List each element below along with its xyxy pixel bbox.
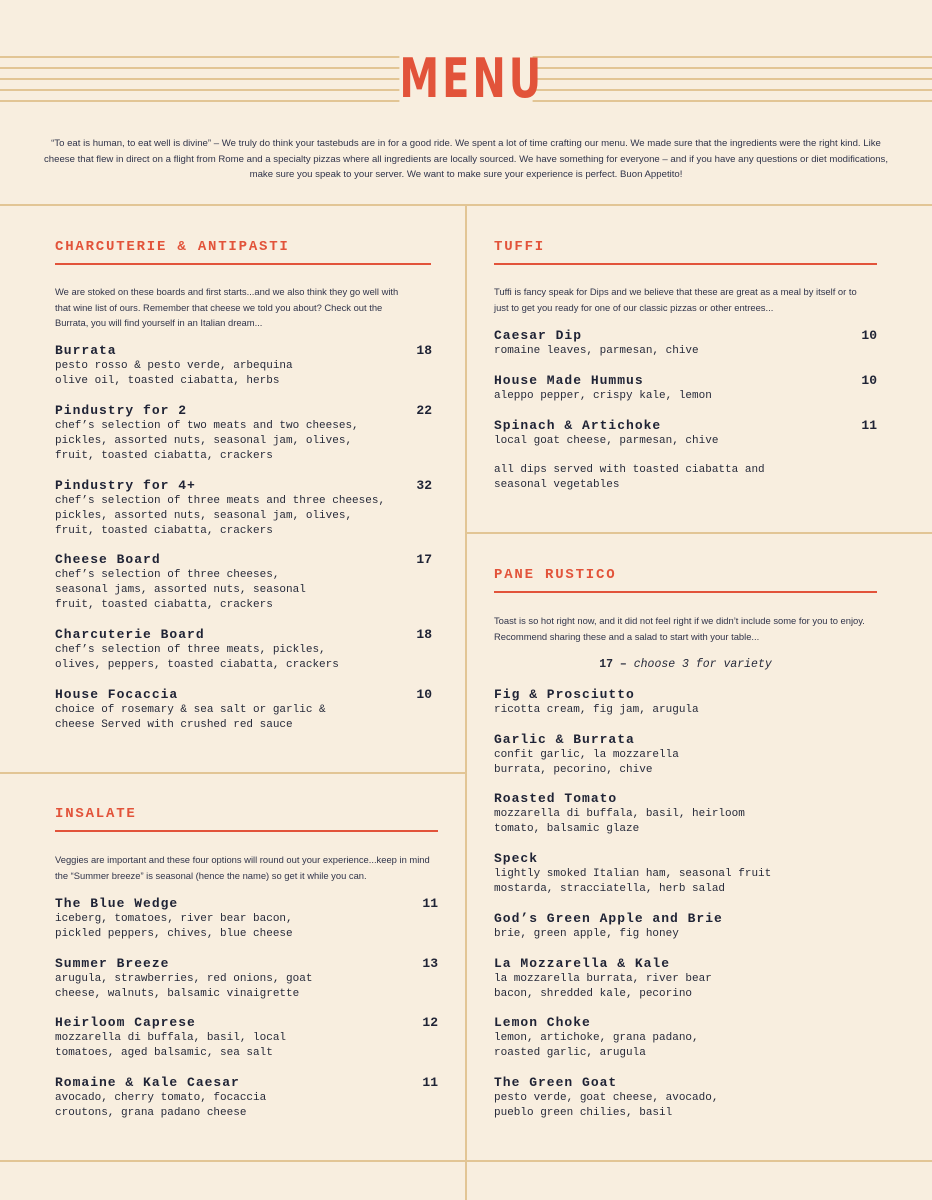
item-price: 18 xyxy=(416,627,432,642)
item-description: arugula, strawberries, red onions, goat cheese, walnuts, balsamic vinaigrette xyxy=(55,973,313,1000)
menu-item xyxy=(494,1075,877,1121)
menu-item xyxy=(55,403,432,464)
item-description: choice of rosemary & sea salt or garlic & cheese Served with crushed red sauce xyxy=(55,704,326,731)
item-name: Cheese Board xyxy=(55,552,161,567)
item-description: chef’s selection of three meats, pickles, olives, peppers, toasted ciabatta, crackers xyxy=(55,644,339,671)
item-name: The Green Goat xyxy=(494,1075,618,1090)
item-price: 11 xyxy=(861,418,877,433)
item-price: 17 xyxy=(416,552,432,567)
item-description: confit garlic, la mozzarella burrata, pecorino, chive xyxy=(494,749,679,776)
menu-item xyxy=(494,418,877,449)
item-description: lemon, artichoke, grana padano, roasted garlic, arugula xyxy=(494,1032,699,1059)
item-description: mozzarella di buffala, basil, local tomatoes, aged balsamic, sea salt xyxy=(55,1032,287,1059)
item-description: la mozzarella burrata, river bear bacon, shredded kale, pecorino xyxy=(494,973,712,1000)
section-rule xyxy=(55,830,438,832)
menu-item xyxy=(55,478,432,539)
item-name: Roasted Tomato xyxy=(494,791,618,806)
item-name: La Mozzarella & Kale xyxy=(494,956,671,971)
item-price: 11 xyxy=(422,896,438,911)
section-title-charcuterie: CHARCUTERIE & ANTIPASTI xyxy=(55,239,290,255)
item-name: Fig & Prosciutto xyxy=(494,687,635,702)
section-rule xyxy=(494,263,877,265)
menu-item xyxy=(494,328,877,359)
item-description: local goat cheese, parmesan, chive xyxy=(494,435,719,447)
item-description: lightly smoked Italian ham, seasonal fruit mostarda, stracciatella, herb salad xyxy=(494,868,772,895)
menu-item xyxy=(494,956,877,1002)
menu-item xyxy=(55,627,432,673)
item-name: Romaine & Kale Caesar xyxy=(55,1075,240,1090)
item-price: 12 xyxy=(422,1015,438,1030)
item-price: 32 xyxy=(416,478,432,493)
item-name: Lemon Choke xyxy=(494,1015,591,1030)
divider xyxy=(466,532,932,534)
menu-item xyxy=(494,1015,877,1061)
item-description: aleppo pepper, crispy kale, lemon xyxy=(494,390,712,402)
section-description: Toast is so hot right now, and it did not feel right if we didn’t include some for you to enjoy. Recommend sharing these and a salad to start with your table... xyxy=(494,615,865,642)
item-description: brie, green apple, fig honey xyxy=(494,928,679,940)
menu-item xyxy=(494,687,877,718)
section-description: We are stoked on these boards and first starts...and we also think they go well with that wine list of ours. Remember that cheese we told you about? Check out the Burrata, you will find yourself in an Italian dream... xyxy=(55,286,399,328)
item-name: The Blue Wedge xyxy=(55,896,179,911)
item-price: 13 xyxy=(422,956,438,971)
item-name: Garlic & Burrata xyxy=(494,732,635,747)
item-name: Burrata xyxy=(55,343,117,358)
item-name: House Focaccia xyxy=(55,687,179,702)
item-price: 10 xyxy=(416,687,432,702)
menu-item xyxy=(55,956,438,1002)
dips-note: all dips served with toasted ciabatta and seasonal vegetables xyxy=(494,464,765,491)
section-title-insalate: INSALATE xyxy=(55,806,137,822)
price-value: 17 – xyxy=(599,658,627,671)
item-description: pesto rosso & pesto verde, arbequina olive oil, toasted ciabatta, herbs xyxy=(55,360,293,387)
item-name: Summer Breeze xyxy=(55,956,170,971)
page-title: MENU xyxy=(399,47,545,110)
item-name: House Made Hummus xyxy=(494,373,644,388)
divider xyxy=(465,204,467,1200)
item-name: Pindustry for 2 xyxy=(55,403,188,418)
item-description: avocado, cherry tomato, focaccia croutons, grana padano cheese xyxy=(55,1092,267,1119)
section-title-pane-rustico: PANE RUSTICO xyxy=(494,567,617,583)
item-price: 10 xyxy=(861,373,877,388)
menu-item xyxy=(494,732,877,778)
intro-text: “To eat is human, to eat well is divine” – We truly do think your tastebuds are in for a good ride. We spent a lot of time crafting our menu. We made sure that the ingredients were the right kind. Like cheese that flew in direct on a flight from Rome and a specialty pizzas where all ingredients are locally sourced. We have something for everyone – and if you have any questions or diet modifications, make sure you speak to your server. We want to make sure your experience is perfect. Buon Appetito! xyxy=(44,138,888,180)
item-price: 11 xyxy=(422,1075,438,1090)
section-description: Veggies are important and these four options will round out your experience...keep in mind the “Summer breeze” is seasonal (hence the name) so get it while you can. xyxy=(55,854,430,881)
section-title-tuffi: TUFFI xyxy=(494,239,546,255)
item-name: Caesar Dip xyxy=(494,328,583,343)
item-price: 10 xyxy=(861,328,877,343)
item-price: 22 xyxy=(416,403,432,418)
section-rule xyxy=(55,263,431,265)
item-description: mozzarella di buffala, basil, heirloom tomato, balsamic glaze xyxy=(494,808,745,835)
divider xyxy=(0,1160,932,1162)
section-rule xyxy=(494,591,877,593)
item-name: God’s Green Apple and Brie xyxy=(494,911,723,926)
menu-item xyxy=(55,1015,438,1061)
menu-item xyxy=(494,373,877,404)
menu-item xyxy=(55,343,432,389)
item-description: romaine leaves, parmesan, chive xyxy=(494,345,699,357)
item-description: iceberg, tomatoes, river bear bacon, pickled peppers, chives, blue cheese xyxy=(55,913,293,940)
divider xyxy=(0,772,466,774)
item-description: chef’s selection of three cheeses, seasonal jams, assorted nuts, seasonal fruit, toasted ciabatta, crackers xyxy=(55,569,306,611)
menu-item xyxy=(55,552,432,613)
item-price: 18 xyxy=(416,343,432,358)
item-name: Spinach & Artichoke xyxy=(494,418,662,433)
item-name: Charcuterie Board xyxy=(55,627,205,642)
item-name: Heirloom Caprese xyxy=(55,1015,196,1030)
item-description: chef’s selection of three meats and three cheeses, pickles, assorted nuts, seasonal jam, olives, fruit, toasted ciabatta, crackers xyxy=(55,495,386,537)
item-description: chef’s selection of two meats and two cheeses, pickles, assorted nuts, seasonal jam, olives, fruit, toasted ciabatta, crackers xyxy=(55,420,359,462)
menu-item xyxy=(494,791,877,837)
item-description: ricotta cream, fig jam, arugula xyxy=(494,704,699,716)
item-description: pesto verde, goat cheese, avocado, pueblo green chilies, basil xyxy=(494,1092,719,1119)
menu-item xyxy=(55,687,432,733)
menu-item xyxy=(55,896,438,942)
item-name: Speck xyxy=(494,851,539,866)
item-name: Pindustry for 4+ xyxy=(55,478,196,493)
menu-item xyxy=(494,911,877,942)
menu-item xyxy=(55,1075,438,1121)
price-note xyxy=(494,657,877,672)
price-note-text: choose 3 for variety xyxy=(633,658,772,671)
menu-item xyxy=(494,851,877,897)
section-description: Tuffi is fancy speak for Dips and we believe that these are great as a meal by itself or to just to get you ready for one of our classic pizzas or other entrees... xyxy=(494,286,857,313)
